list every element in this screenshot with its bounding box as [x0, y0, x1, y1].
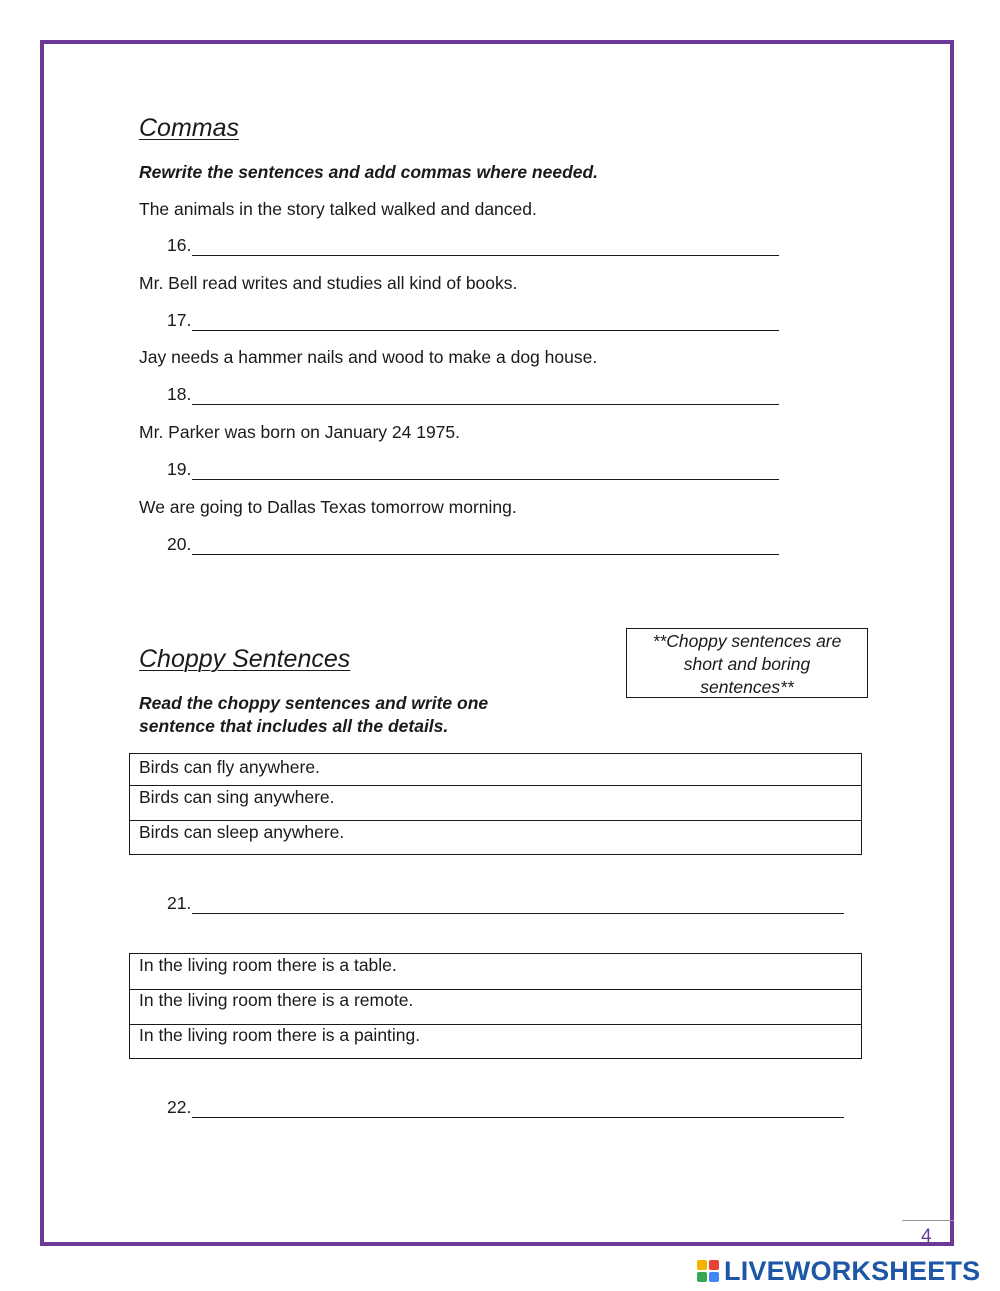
choppy-table-living-room: [129, 953, 862, 1059]
answer-line[interactable]: [192, 534, 779, 555]
answer-number: 20.: [167, 534, 192, 554]
table-row: Birds can fly anywhere.: [130, 754, 861, 786]
answer-16[interactable]: [167, 235, 779, 256]
answer-number: 22.: [167, 1097, 192, 1117]
note-line2: short and boring: [683, 654, 811, 674]
table-row: In the living room there is a table.: [130, 954, 861, 990]
answer-line[interactable]: [192, 459, 779, 480]
sentence-18: Jay needs a hammer nails and wood to make a dog house.: [139, 347, 598, 367]
commas-heading: Commas: [139, 114, 240, 142]
note-line3: sentences**: [700, 677, 794, 697]
table-row: Birds can sing anywhere.: [130, 786, 861, 821]
answer-number: 18.: [167, 384, 192, 404]
choppy-instruction-line1: Read the choppy sentences and write one: [139, 693, 489, 713]
table-row: In the living room there is a painting.: [139, 1025, 421, 1045]
choppy-note-box: [626, 628, 868, 698]
choppy-table-birds: [129, 753, 862, 855]
answer-19[interactable]: [167, 459, 779, 480]
answer-21[interactable]: [167, 893, 844, 914]
answer-line[interactable]: [192, 1097, 844, 1118]
commas-instruction: Rewrite the sentences and add commas where needed.: [139, 162, 599, 182]
liveworksheets-logo-icon: [697, 1260, 719, 1282]
sentence-19: Mr. Parker was born on January 24 1975.: [139, 422, 461, 442]
liveworksheets-brand: [697, 1257, 980, 1285]
page-number-rule: [902, 1220, 954, 1221]
choppy-heading: Choppy Sentences: [139, 645, 351, 673]
sentence-16: The animals in the story talked walked and danced.: [139, 199, 537, 219]
answer-line[interactable]: [192, 893, 844, 914]
answer-number: 19.: [167, 459, 192, 479]
answer-line[interactable]: [192, 384, 779, 405]
brand-name: LIVEWORKSHEETS: [724, 1255, 981, 1286]
answer-18[interactable]: [167, 384, 779, 405]
choppy-instruction: [139, 692, 488, 738]
note-line1: **Choppy sentences are: [652, 631, 842, 651]
answer-17[interactable]: [167, 310, 779, 331]
answer-20[interactable]: [167, 534, 779, 555]
answer-22[interactable]: [167, 1097, 844, 1118]
answer-line[interactable]: [192, 310, 779, 331]
sentence-20: We are going to Dallas Texas tomorrow morning.: [139, 497, 517, 517]
answer-number: 17.: [167, 310, 192, 330]
table-row: Birds can sleep anywhere.: [139, 822, 345, 842]
choppy-instruction-line2: sentence that includes all the details.: [139, 716, 449, 736]
answer-number: 21.: [167, 893, 192, 913]
answer-line[interactable]: [192, 235, 779, 256]
table-row: In the living room there is a remote.: [130, 990, 861, 1025]
sentence-17: Mr. Bell read writes and studies all kind of books.: [139, 273, 518, 293]
page-number: 4: [921, 1226, 932, 1247]
answer-number: 16.: [167, 235, 192, 255]
